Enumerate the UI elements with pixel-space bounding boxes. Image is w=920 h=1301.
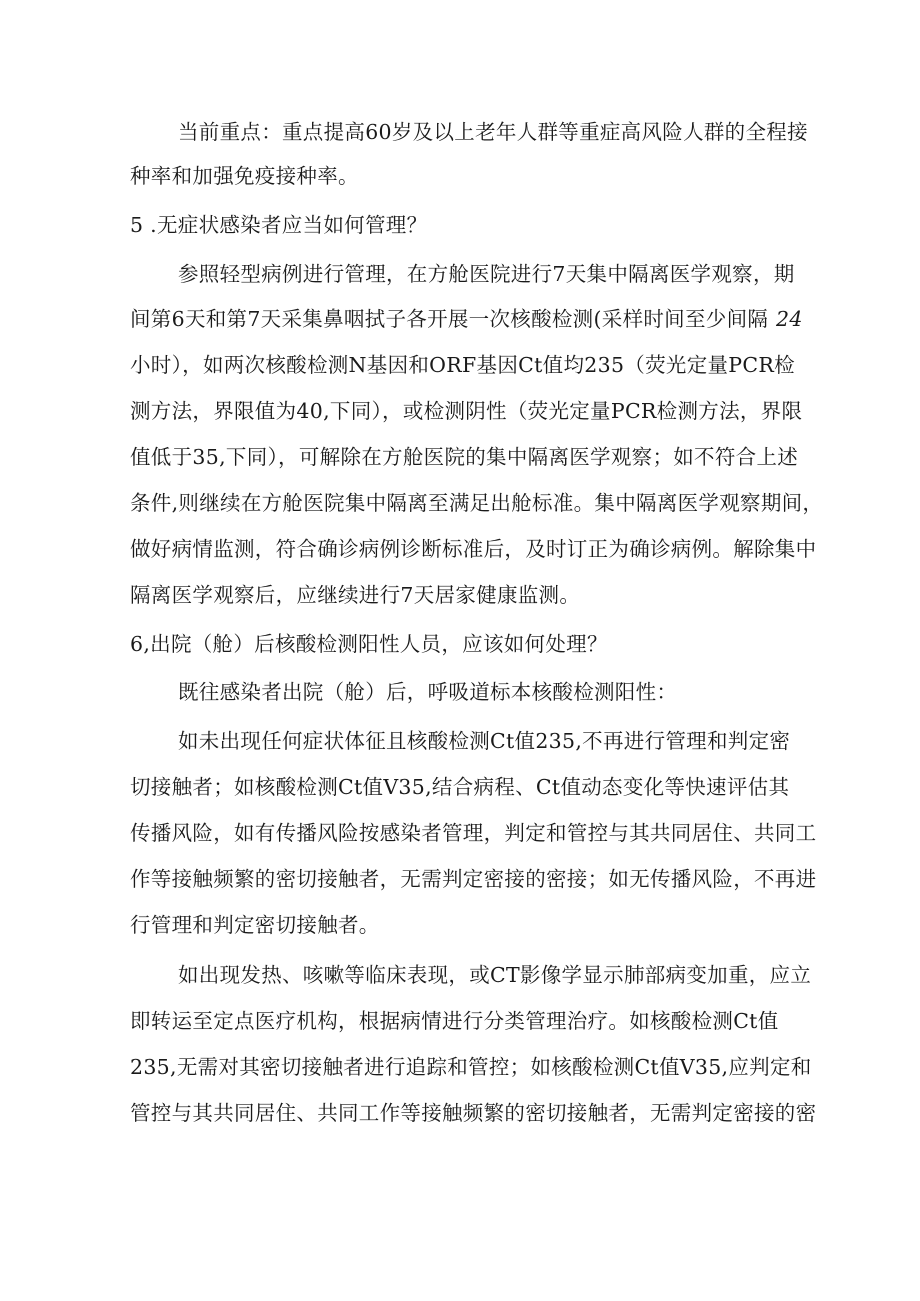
paragraph-line: 参照轻型病例进行管理，在方舱医院进行7天集中隔离医学观察，期 — [178, 262, 795, 286]
paragraph-line: 行管理和判定密切接触者。 — [130, 913, 380, 937]
paragraph-line: 条件,则继续在方舱医院集中隔离至满足出舱标准。集中隔离医学观察期间， — [130, 491, 824, 515]
paragraph-line: 切接触者；如核酸检测Ct值V35,结合病程、Ct值动态变化等快速评估其 — [130, 775, 790, 799]
section-heading: 5 .无症状感染者应当如何管理？ — [130, 213, 428, 237]
paragraph-line: 做好病情监测，符合确诊病例诊断标准后，及时订正为确诊病例。解除集中 — [130, 537, 817, 561]
paragraph-line: 235,无需对其密切接触者进行追踪和管控；如核酸检测Ct值V35,应判定和 — [130, 1055, 812, 1079]
paragraph-line: 值低于35,下同），可解除在方舱医院的集中隔离医学观察；如不符合上述 — [130, 445, 799, 469]
paragraph-line: 小时），如两次核酸检测N基因和ORF基因Ct值均235（荧光定量PCR检 — [130, 353, 795, 377]
paragraph-line: 隔离医学观察后，应继续进行7天居家健康监测。 — [130, 583, 581, 607]
paragraph-line: 即转运至定点医疗机构，根据病情进行分类管理治疗。如核酸检测Ct值 — [130, 1009, 779, 1033]
paragraph-line: 管控与其共同居住、共同工作等接触频繁的密切接触者，无需判定密接的密 — [130, 1101, 817, 1125]
section-heading: 6,出院（舱）后核酸检测阳性人员，应该如何处理？ — [130, 632, 608, 656]
paragraph-line: 既往感染者出院（舱）后，呼吸道标本核酸检测阳性： — [178, 680, 678, 704]
paragraph-line: 传播风险，如有传播风险按感染者管理，判定和管控与其共同居住、共同工 — [130, 821, 817, 845]
paragraph-line: 如出现发热、咳嗽等临床表现，或CT影像学显示肺部病变加重，应立 — [178, 963, 812, 987]
paragraph-line-italic: 24 — [776, 307, 803, 331]
paragraph-line: 种率和加强免疫接种率。 — [130, 164, 359, 188]
paragraph-line: 如未出现任何症状体征且核酸检测Ct值235,不再进行管理和判定密 — [178, 729, 791, 753]
paragraph-line: 作等接触频繁的密切接触者，无需判定密接的密接；如无传播风险，不再进 — [130, 867, 817, 891]
paragraph-line: 间第6天和第7天采集鼻咽拭子各开展一次核酸检测(采样时间至少间隔 — [130, 307, 769, 331]
paragraph-line: 当前重点：重点提高60岁及以上老年人群等重症高风险人群的全程接 — [178, 120, 808, 144]
paragraph-line: 测方法，界限值为40,下同），或检测阴性（荧光定量PCR检测方法，界限 — [130, 399, 803, 423]
